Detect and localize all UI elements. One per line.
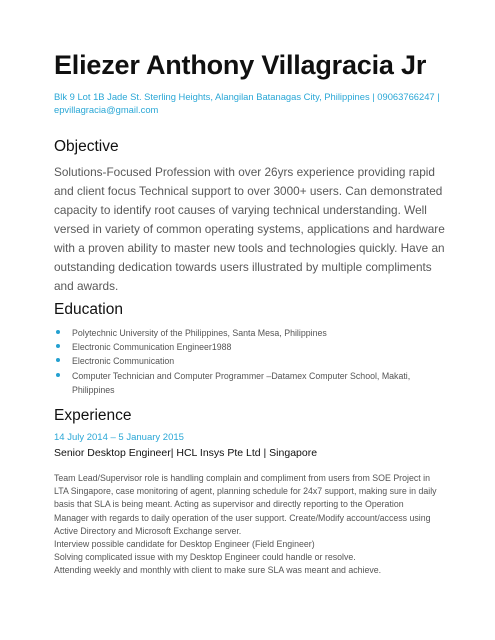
education-item — [56, 354, 436, 368]
experience-line: Team Lead/Supervisor role is handling complain and compliment from users from SOE Project in LTA Singapore, case monitoring of agent, planning schedule for 24x7 support, making sure in daily basis that SLA is being meant. Acting as supervisor and directly reporting to the Operation Manager with regards to daily operation of the user support. Create/Modify account/access using Active Directory and Microsoft Exchange server. — [54, 473, 437, 536]
candidate-name: Eliezer Anthony Villagracia Jr — [54, 50, 427, 80]
experience-line: Attending weekly and monthly with client to make sure SLA was meant and achieve. — [54, 565, 382, 576]
contact-info: Blk 9 Lot 1B Jade St. Sterling Heights, Alangilan Batanagas City, Philippines | 09063766247 | epvillagracia@gmail.com — [54, 91, 440, 115]
experience-description — [54, 472, 439, 578]
bullet-icon — [56, 330, 60, 334]
objective-text: Solutions-Focused Profession with over 26yrs experience providing rapid and client focus Technical support to over 3000+ users. Can demonstrated capacity to identify root causes of varying technical understanding. Well versed in variety of common operating systems, applications and hardware with a proven ability to master new tools and technologies quickly. Have an outstanding dedication towards users illustrated by multiple compliments and awards. — [54, 165, 445, 293]
bullet-icon — [56, 358, 60, 362]
education-list — [56, 326, 436, 397]
experience-line: Solving complicated issue with my Desktop Engineer could handle or resolve. — [54, 552, 356, 563]
experience-heading: Experience — [54, 407, 132, 424]
education-item-text: Polytechnic University of the Philippines, Santa Mesa, Philippines — [72, 328, 327, 338]
experience-line: Interview possible candidate for Desktop Engineer (Field Engineer) — [54, 539, 315, 550]
objective-heading: Objective — [54, 138, 119, 155]
education-item — [56, 340, 436, 354]
education-item — [56, 369, 436, 397]
education-heading: Education — [54, 301, 123, 318]
experience-role: Senior Desktop Engineer| HCL Insys Pte Ltd | Singapore — [54, 447, 318, 459]
education-item-text: Electronic Communication Engineer1988 — [72, 342, 232, 353]
education-item — [56, 326, 436, 340]
education-item-text: Computer Technician and Computer Programmer –Datamex Computer School, Makati, Philippines — [72, 370, 411, 395]
bullet-icon — [56, 344, 60, 348]
bullet-icon — [56, 373, 60, 377]
experience-dates: 14 July 2014 – 5 January 2015 — [54, 432, 184, 443]
education-item-text: Electronic Communication — [72, 356, 175, 367]
